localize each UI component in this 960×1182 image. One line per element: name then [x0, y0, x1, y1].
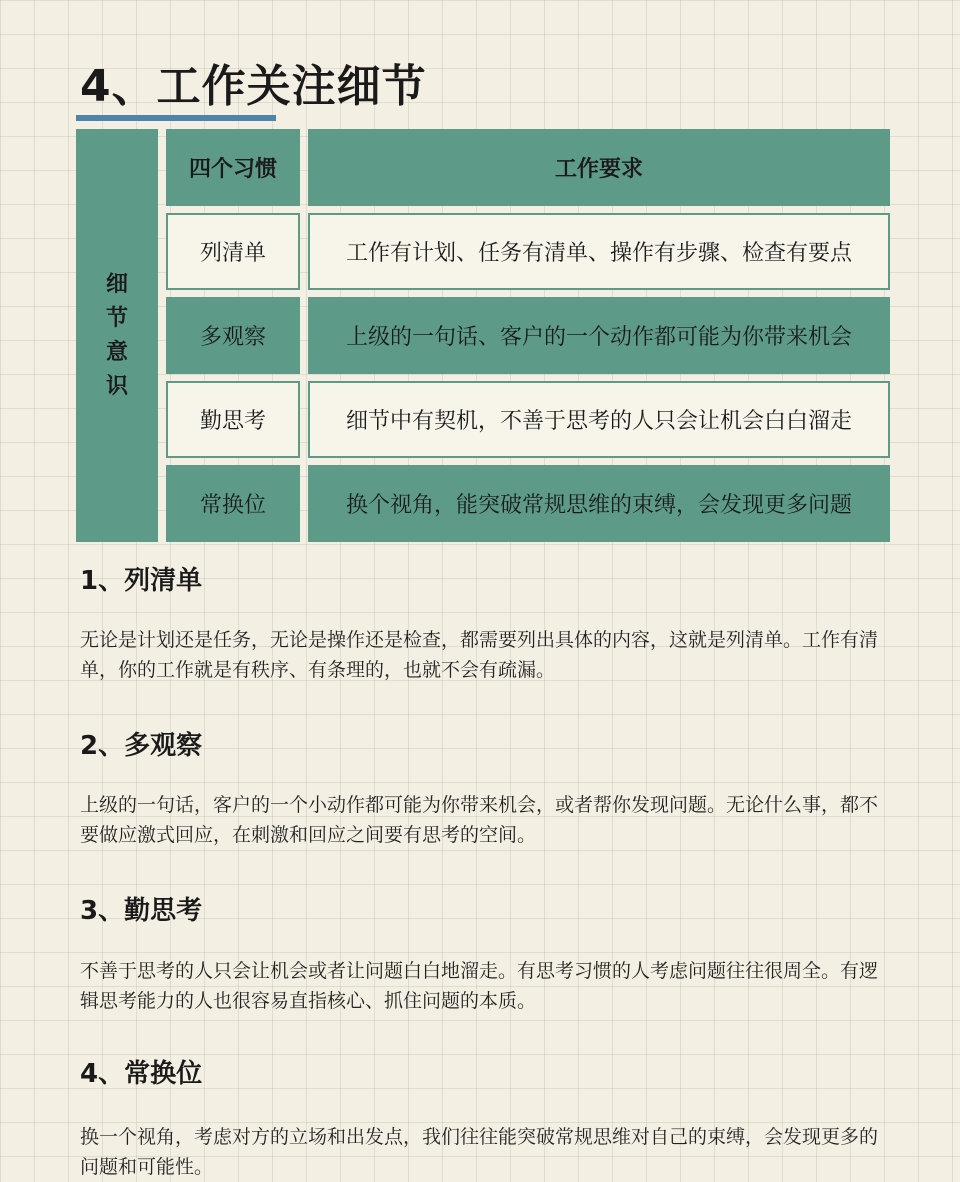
table-row-1-habit: 列清单 — [166, 213, 300, 290]
table-row-1-requirement: 工作有计划、任务有清单、操作有步骤、检查有要点 — [308, 213, 890, 290]
section-2-body: 上级的一句话，客户的一个小动作都可能为你带来机会，或者帮你发现问题。无论什么事，都不要做应激式回应，在刺激和回应之间要有思考的空间。 — [80, 794, 879, 846]
table-header-habits: 四个习惯 — [166, 129, 300, 206]
table-header-requirements: 工作要求 — [308, 129, 890, 206]
table-row-4-requirement: 换个视角，能突破常规思维的束缚，会发现更多问题 — [308, 465, 890, 542]
table-row-4-habit: 常换位 — [166, 465, 300, 542]
section-3-heading: 3、勤思考 — [80, 896, 203, 926]
page-title: 4、工作关注细节 — [80, 61, 427, 112]
table-row-2-habit: 多观察 — [166, 297, 300, 374]
table-row-2-requirement: 上级的一句话、客户的一个动作都可能为你带来机会 — [308, 297, 890, 374]
table-row-3-requirement: 细节中有契机，不善于思考的人只会让机会白白溜走 — [308, 381, 890, 458]
table-side-label-cell — [76, 129, 158, 542]
section-4-body: 换一个视角，考虑对方的立场和出发点，我们往往能突破常规思维对自己的束缚，会发现更多的问题和可能性。 — [80, 1126, 879, 1178]
table-side-label: 细节意识 — [105, 271, 128, 399]
table-row-3-habit: 勤思考 — [166, 381, 300, 458]
section-4-heading: 4、常换位 — [80, 1059, 203, 1089]
section-1-heading: 1、列清单 — [80, 566, 203, 596]
section-3-body: 不善于思考的人只会让机会或者让问题白白地溜走。有思考习惯的人考虑问题往往很周全。有逻辑思考能力的人也很容易直指核心、抓住问题的本质。 — [80, 960, 879, 1012]
section-1-body: 无论是计划还是任务，无论是操作还是检查，都需要列出具体的内容，这就是列清单。工作有清单，你的工作就是有秩序、有条理的，也就不会有疏漏。 — [80, 629, 879, 681]
section-2-heading: 2、多观察 — [80, 731, 203, 761]
title-underline — [76, 115, 276, 121]
